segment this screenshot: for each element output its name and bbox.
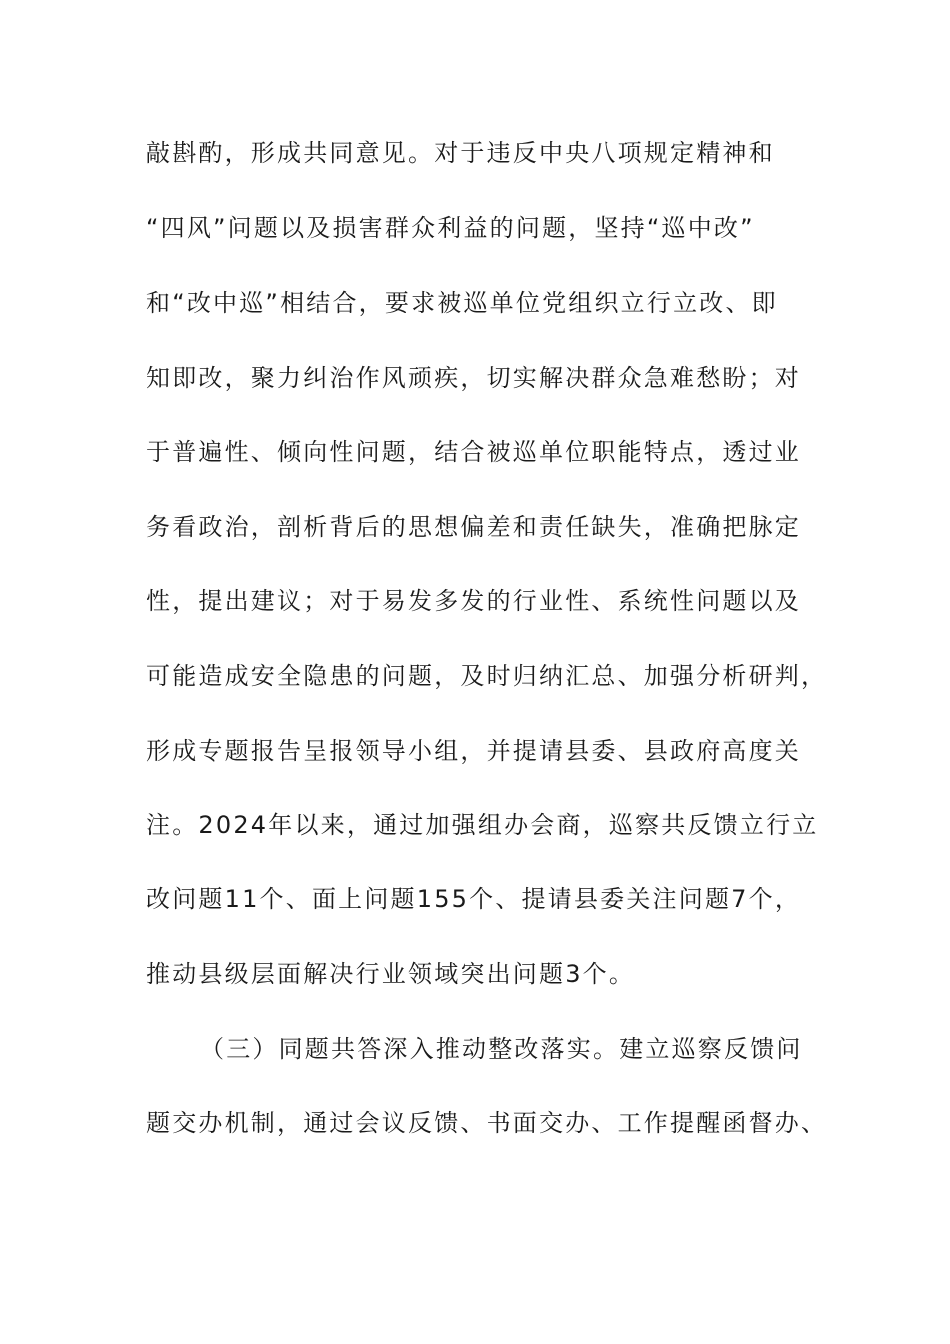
paragraph-line: 可能造成安全隐患的问题，及时归纳汇总、加强分析研判， <box>146 662 828 690</box>
paragraph-line: 形成专题报告呈报领导小组，并提请县委、县政府高度关 <box>146 737 801 765</box>
paragraph-line: 于普遍性、倾向性问题，结合被巡单位职能特点，透过业 <box>146 438 801 466</box>
paragraph-line: “四风”问题以及损害群众利益的问题，坚持“巡中改” <box>146 214 755 242</box>
paragraph-line: 性，提出建议；对于易发多发的行业性、系统性问题以及 <box>146 587 801 615</box>
paragraph-line: 知即改，聚力纠治作风顽疾，切实解决群众急难愁盼；对 <box>146 364 801 392</box>
section-heading-line: （三）同题共答深入推动整改落实。建立巡察反馈问 <box>200 1035 803 1063</box>
paragraph-line: 务看政治，剖析背后的思想偏差和责任缺失，准确把脉定 <box>146 513 801 541</box>
paragraph-line: 改问题11个、面上问题155个、提请县委关注问题7个， <box>146 885 802 913</box>
paragraph-line: 敲斟酌，形成共同意见。对于违反中央八项规定精神和 <box>146 139 775 167</box>
paragraph-line: 注。2024年以来，通过加强组办会商，巡察共反馈立行立 <box>146 811 819 839</box>
paragraph-line: 和“改中巡”相结合，要求被巡单位党组织立行立改、即 <box>146 289 778 317</box>
paragraph-line: 推动县级层面解决行业领域突出问题3个。 <box>146 960 636 988</box>
paragraph-line: 题交办机制，通过会议反馈、书面交办、工作提醒函督办、 <box>146 1109 828 1137</box>
